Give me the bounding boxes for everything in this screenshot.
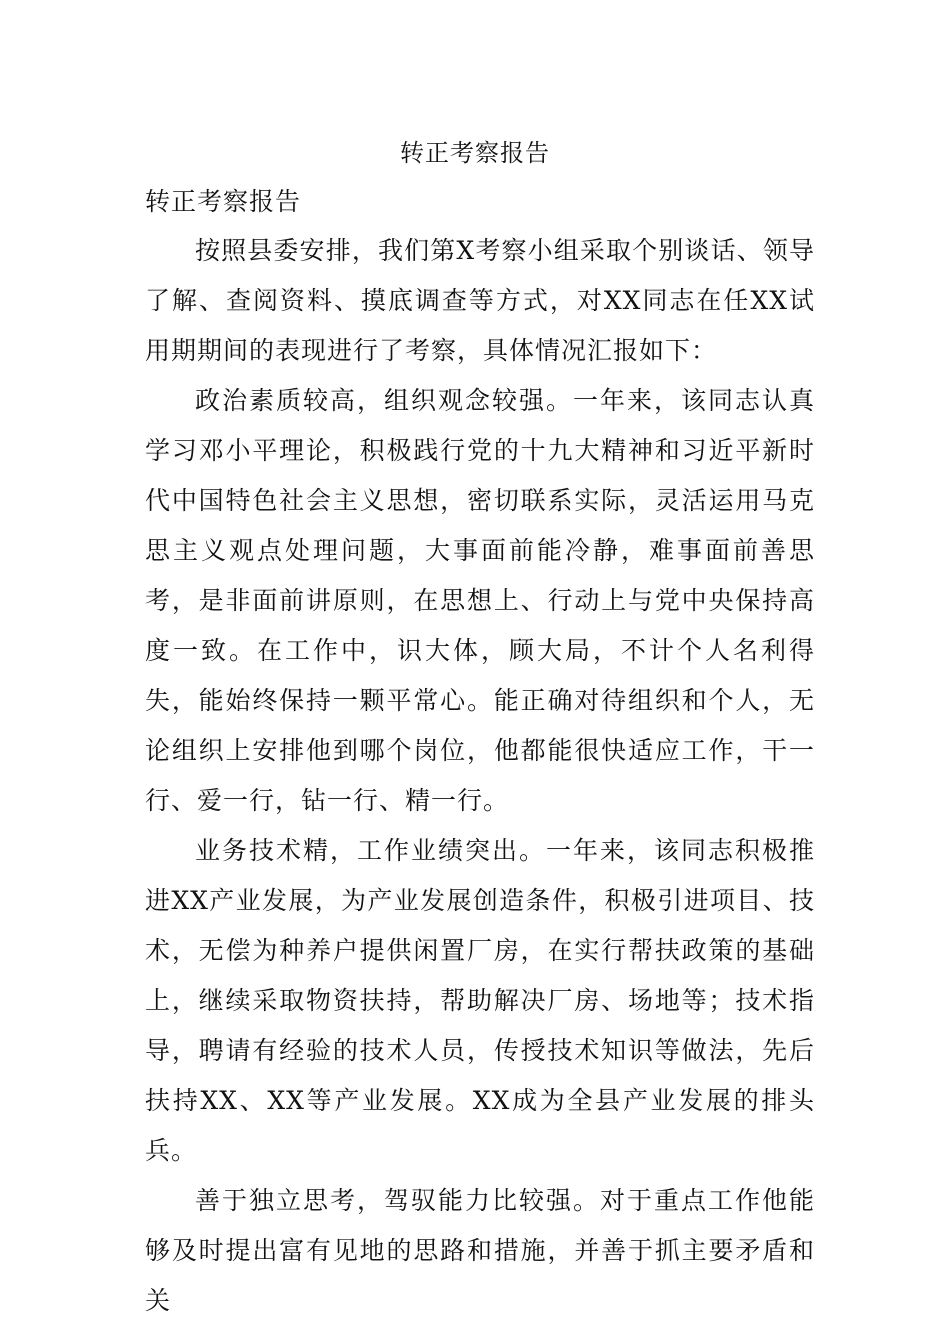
document-subtitle: 转正考察报告 xyxy=(145,187,302,216)
paragraph-work-performance: 业务技术精，工作业绩突出。一年来，该同志积极推进XX产业发展，为产业发展创造条件，积极引进项目、技术，无偿为种养户提供闲置厂房，在实行帮扶政策的基础上，继续采取物资扶持，帮助解决厂房、场地等；技术指导，聘请有经验的技术人员，传授技术知识等做法，先后扶持XX、XX等产业发展。XX成为全县产业发展的排头兵。 xyxy=(145,836,815,1165)
paragraph-independent-thinking: 善于独立思考，驾驭能力比较强。对于重点工作他能够及时提出富有见地的思路和措施，并善于抓主要矛盾和关 xyxy=(145,1186,815,1315)
document-title: 转正考察报告 xyxy=(400,139,550,167)
paragraph-political-quality: 政治素质较高，组织观念较强。一年来，该同志认真学习邓小平理论，积极践行党的十九大精神和习近平新时代中国特色社会主义思想，密切联系实际，灵活运用马克思主义观点处理问题，大事面前能冷静，难事面前善思考，是非面前讲原则，在思想上、行动上与党中央保持高度一致。在工作中，识大体，顾大局，不计个人名利得失，能始终保持一颗平常心。能正确对待组织和个人，无论组织上安排他到哪个岗位，他都能很快适应工作，干一行、爱一行，钻一行、精一行。 xyxy=(145,386,815,815)
paragraph-intro: 按照县委安排，我们第X考察小组采取个别谈话、领导了解、查阅资料、摸底调查等方式，对XX同志在任XX试用期期间的表现进行了考察，具体情况汇报如下： xyxy=(145,236,815,365)
document-body xyxy=(145,226,815,1326)
